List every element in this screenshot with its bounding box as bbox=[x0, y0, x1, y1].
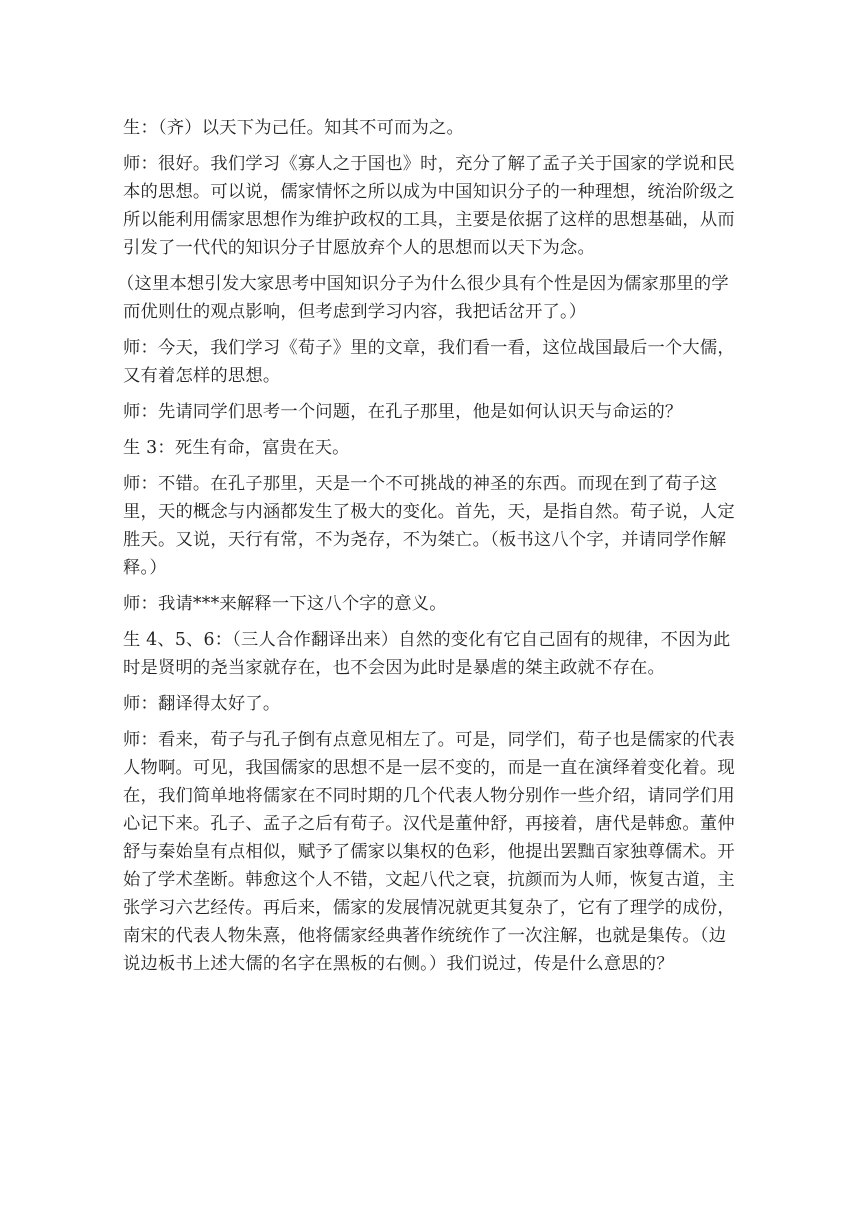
dialogue-paragraph-7: 师：不错。在孔子那里，天是一个不可挑战的神圣的东西。而现在到了荀子这里，天的概念与内涵都发生了极大的变化。首先，天，是指自然。荀子说，人定胜天。又说，天行有常，不为尧存，不为桀亡。（板书这八个字，并请同学作解释。） bbox=[123, 474, 735, 578]
dialogue-paragraph-1: 生：（齐）以天下为己任。知其不可而为之。 bbox=[123, 118, 464, 138]
teacher-note-paragraph: （这里本想引发大家思考中国知识分子为什么很少具有个性是因为儒家那里的学而优则仕的观点影响，但考虑到学习内容，我把话岔开了。） bbox=[117, 274, 729, 322]
document-body bbox=[117, 114, 743, 986]
dialogue-paragraph-11: 师：看来，荀子与孔子倒有点意见相左了。可是，同学们，荀子也是儒家的代表人物啊。可见，我国儒家的思想不是一层不变的，而是一直在演绎着变化着。现在，我们简单地将儒家在不同时期的几个代表人物分别作一些介绍，请同学们用心记下来。孔子、孟子之后有荀子。汉代是董仲舒，再接着，唐代是韩愈。董仲舒与秦始皇有点相似，赋予了儒家以集权的色彩，他提出罢黜百家独尊儒术。开始了学术垄断。韩愈这个人不错，文起八代之衰，抗颜而为人师，恢复古道，主张学习六艺经传。再后来，儒家的发展情况就更其复杂了，它有了理学的成份，南宋的代表人物朱熹，他将儒家经典著作统统作了一次注解，也就是集传。（边说边板书上述大儒的名字在黑板的右侧。）我们说过，传是什么意思的？ bbox=[123, 730, 735, 974]
dialogue-paragraph-9: 生 4、5、6：（三人合作翻译出来）自然的变化有它自己固有的规律，不因为此时是贤明的尧当家就存在，也不会因为此时是暴虐的桀主政就不存在。 bbox=[123, 630, 731, 678]
dialogue-paragraph-5: 师：先请同学们思考一个问题，在孔子那里，他是如何认识天与命运的？ bbox=[123, 402, 683, 422]
dialogue-paragraph-10: 师：翻译得太好了。 bbox=[123, 694, 281, 714]
dialogue-paragraph-4: 师：今天，我们学习《荀子》里的文章，我们看一看，这位战国最后一个大儒，又有着怎样的思想。 bbox=[123, 338, 735, 386]
dialogue-paragraph-8: 师：我请***来解释一下这八个字的意义。 bbox=[123, 594, 447, 614]
dialogue-paragraph-2: 师：很好。我们学习《寡人之于国也》时，充分了解了孟子关于国家的学说和民本的思想。可以说，儒家情怀之所以成为中国知识分子的一种理想，统治阶级之所以能利用儒家思想作为维护政权的工具，主要是依据了这样的思想基础，从而引发了一代代的知识分子甘愿放弃个人的思想而以天下为念。 bbox=[123, 154, 735, 258]
dialogue-paragraph-6: 生 3：死生有命，富贵在天。 bbox=[123, 438, 350, 458]
